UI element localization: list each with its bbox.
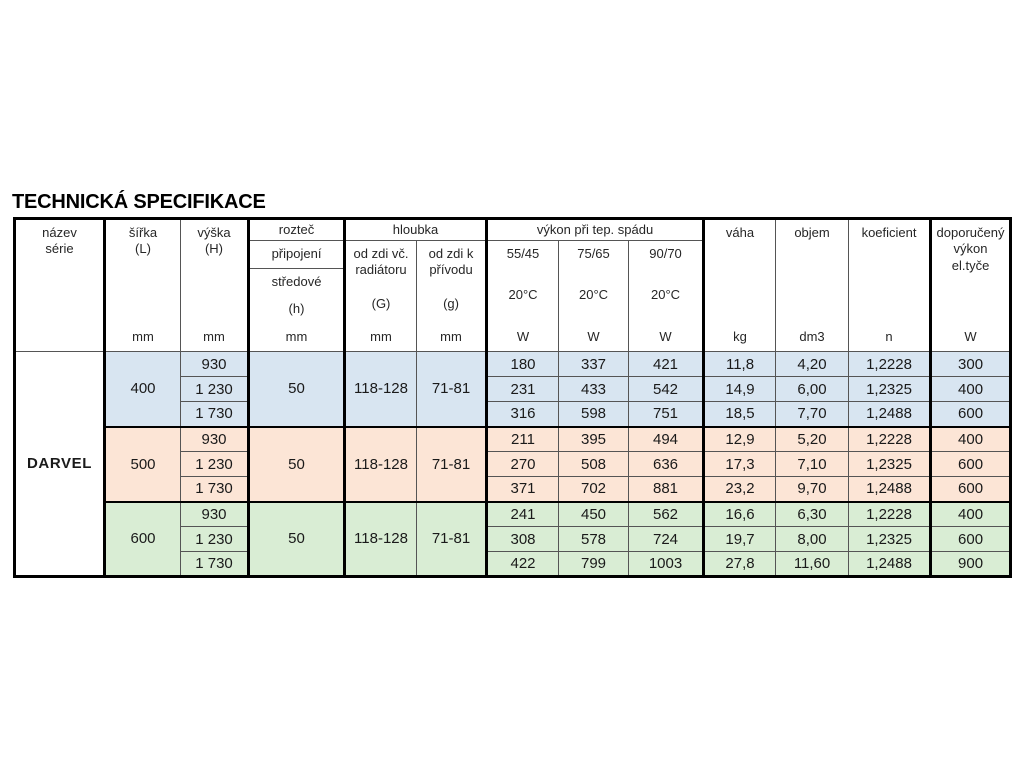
header-volume-label: objem: [794, 224, 830, 240]
height-cell: 1 230: [181, 527, 249, 552]
spec-table: [13, 217, 1012, 578]
header-depth-G-unit: mm: [370, 328, 392, 344]
header-power-7565-temp: 20°C: [578, 287, 609, 303]
header-volume: [776, 219, 849, 352]
header-volume-unit: dm3: [799, 328, 825, 344]
table-row: [15, 352, 1011, 377]
header-height-label: výška: [197, 224, 231, 240]
pitch-cell: 50: [249, 352, 345, 427]
power-7565-cell: 702: [559, 477, 629, 502]
header-width: [105, 219, 181, 352]
weight-cell: 19,7: [704, 527, 776, 552]
power-9070-cell: 1003: [629, 552, 704, 577]
power-7565-cell: 508: [559, 452, 629, 477]
header-height-unit: mm: [203, 328, 225, 344]
height-cell: 1 230: [181, 452, 249, 477]
height-cell: 930: [181, 502, 249, 527]
header-width-dim: (L): [135, 241, 151, 257]
pitch-cell: 50: [249, 427, 345, 502]
height-cell: 1 730: [181, 402, 249, 427]
height-cell: 930: [181, 352, 249, 377]
weight-cell: 23,2: [704, 477, 776, 502]
header-series-line1: název: [42, 224, 77, 240]
depth-G-cell: 118-128: [345, 502, 417, 577]
power-9070-cell: 494: [629, 427, 704, 452]
header-power-5545-unit: W: [516, 328, 530, 344]
rec-power-cell: 600: [931, 402, 1011, 427]
width-cell: 500: [105, 427, 181, 502]
header-power-5545: [487, 241, 559, 352]
header-rec-power-line1: doporučený: [936, 224, 1005, 240]
power-9070-cell: 881: [629, 477, 704, 502]
coefficient-cell: 1,2325: [849, 452, 931, 477]
header-power-7565: [559, 241, 629, 352]
coefficient-cell: 1,2488: [849, 552, 931, 577]
header-rec-power-line3: el.tyče: [951, 258, 990, 274]
header-power-9070-unit: W: [659, 328, 672, 344]
power-5545-cell: 211: [487, 427, 559, 452]
header-pitch-row3: středové: [271, 273, 322, 289]
power-5545-cell: 270: [487, 452, 559, 477]
coefficient-cell: 1,2488: [849, 402, 931, 427]
height-cell: 1 730: [181, 477, 249, 502]
volume-cell: 9,70: [776, 477, 849, 502]
coefficient-cell: 1,2228: [849, 427, 931, 452]
volume-cell: 6,00: [776, 377, 849, 402]
power-7565-cell: 337: [559, 352, 629, 377]
header-rec-power: [931, 219, 1011, 352]
header-depth-G-line1: od zdi vč.: [353, 245, 409, 261]
height-cell: 1 730: [181, 552, 249, 577]
height-cell: 930: [181, 427, 249, 452]
header-depth-G-line2: radiátoru: [355, 262, 407, 278]
header-weight-unit: kg: [733, 328, 747, 344]
power-7565-cell: 433: [559, 377, 629, 402]
header-power-7565-gradient: 75/65: [577, 245, 610, 261]
power-5545-cell: 231: [487, 377, 559, 402]
power-5545-cell: 308: [487, 527, 559, 552]
power-9070-cell: 562: [629, 502, 704, 527]
volume-cell: 8,00: [776, 527, 849, 552]
depth-g-cell: 71-81: [417, 427, 487, 502]
depth-G-cell: 118-128: [345, 352, 417, 427]
volume-cell: 4,20: [776, 352, 849, 377]
header-depth-g: [417, 241, 487, 352]
power-7565-cell: 578: [559, 527, 629, 552]
power-9070-cell: 724: [629, 527, 704, 552]
width-cell: 400: [105, 352, 181, 427]
depth-G-cell: 118-128: [345, 427, 417, 502]
volume-cell: 6,30: [776, 502, 849, 527]
header-pitch-group: rozteč: [249, 219, 345, 241]
header-power-9070: [629, 241, 704, 352]
header-width-unit: mm: [132, 328, 154, 344]
header-depth-G-dim: (G): [371, 295, 391, 311]
coefficient-cell: 1,2325: [849, 527, 931, 552]
volume-cell: 11,60: [776, 552, 849, 577]
header-rec-power-line2: výkon: [953, 241, 988, 257]
rec-power-cell: 600: [931, 477, 1011, 502]
header-depth-g-line2: přívodu: [429, 262, 473, 278]
header-depth-g-dim: (g): [443, 295, 459, 311]
table-row: [15, 502, 1011, 527]
header-power-9070-gradient: 90/70: [649, 245, 682, 261]
power-5545-cell: 180: [487, 352, 559, 377]
rec-power-cell: 400: [931, 502, 1011, 527]
width-cell: 600: [105, 502, 181, 577]
power-5545-cell: 371: [487, 477, 559, 502]
rec-power-cell: 300: [931, 352, 1011, 377]
depth-g-cell: 71-81: [417, 502, 487, 577]
coefficient-cell: 1,2228: [849, 502, 931, 527]
page-title: TECHNICKÁ SPECIFIKACE: [12, 191, 266, 213]
header-coefficient-label: koeficient: [861, 224, 917, 240]
power-7565-cell: 598: [559, 402, 629, 427]
rec-power-cell: 600: [931, 452, 1011, 477]
header-coefficient-unit: n: [885, 328, 893, 344]
volume-cell: 7,10: [776, 452, 849, 477]
header-depth-g-unit: mm: [440, 328, 462, 344]
header-power-9070-temp: 20°C: [651, 287, 681, 303]
power-5545-cell: 241: [487, 502, 559, 527]
header-rec-power-unit: W: [964, 328, 977, 344]
weight-cell: 17,3: [704, 452, 776, 477]
coefficient-cell: 1,2325: [849, 377, 931, 402]
volume-cell: 5,20: [776, 427, 849, 452]
header-pitch-unit: mm: [285, 328, 308, 344]
header-pitch-dim: (h): [288, 301, 305, 317]
header-row-top: [15, 219, 1011, 241]
depth-g-cell: 71-81: [417, 352, 487, 427]
power-9070-cell: 421: [629, 352, 704, 377]
coefficient-cell: 1,2488: [849, 477, 931, 502]
header-height: [181, 219, 249, 352]
power-9070-cell: 636: [629, 452, 704, 477]
series-name-cell: DARVEL: [15, 352, 105, 577]
power-7565-cell: 799: [559, 552, 629, 577]
power-9070-cell: 751: [629, 402, 704, 427]
coefficient-cell: 1,2228: [849, 352, 931, 377]
pitch-cell: 50: [249, 502, 345, 577]
header-width-label: šířka: [128, 224, 158, 240]
weight-cell: 12,9: [704, 427, 776, 452]
header-depth-group: hloubka: [345, 219, 487, 241]
table-row: [15, 427, 1011, 452]
power-7565-cell: 450: [559, 502, 629, 527]
height-cell: 1 230: [181, 377, 249, 402]
power-5545-cell: 422: [487, 552, 559, 577]
rec-power-cell: 400: [931, 427, 1011, 452]
header-depth-g-line1: od zdi k: [428, 245, 474, 261]
weight-cell: 14,9: [704, 377, 776, 402]
power-7565-cell: 395: [559, 427, 629, 452]
header-pitch-row2: připojení: [249, 241, 345, 269]
weight-cell: 18,5: [704, 402, 776, 427]
header-pitch-detail: [249, 269, 345, 352]
header-weight: [704, 219, 776, 352]
weight-cell: 27,8: [704, 552, 776, 577]
power-5545-cell: 316: [487, 402, 559, 427]
header-height-dim: (H): [204, 241, 224, 257]
header-power-7565-unit: W: [587, 328, 600, 344]
rec-power-cell: 600: [931, 527, 1011, 552]
header-coefficient: [849, 219, 931, 352]
header-weight-label: váha: [725, 224, 755, 240]
header-power-group: výkon při tep. spádu: [487, 219, 704, 241]
rec-power-cell: 400: [931, 377, 1011, 402]
header-series-line2: série: [45, 241, 74, 257]
header-power-5545-temp: 20°C: [508, 287, 538, 303]
power-9070-cell: 542: [629, 377, 704, 402]
weight-cell: 16,6: [704, 502, 776, 527]
weight-cell: 11,8: [704, 352, 776, 377]
header-series-name: [15, 219, 105, 352]
header-power-5545-gradient: 55/45: [506, 245, 540, 261]
volume-cell: 7,70: [776, 402, 849, 427]
header-depth-G: [345, 241, 417, 352]
rec-power-cell: 900: [931, 552, 1011, 577]
